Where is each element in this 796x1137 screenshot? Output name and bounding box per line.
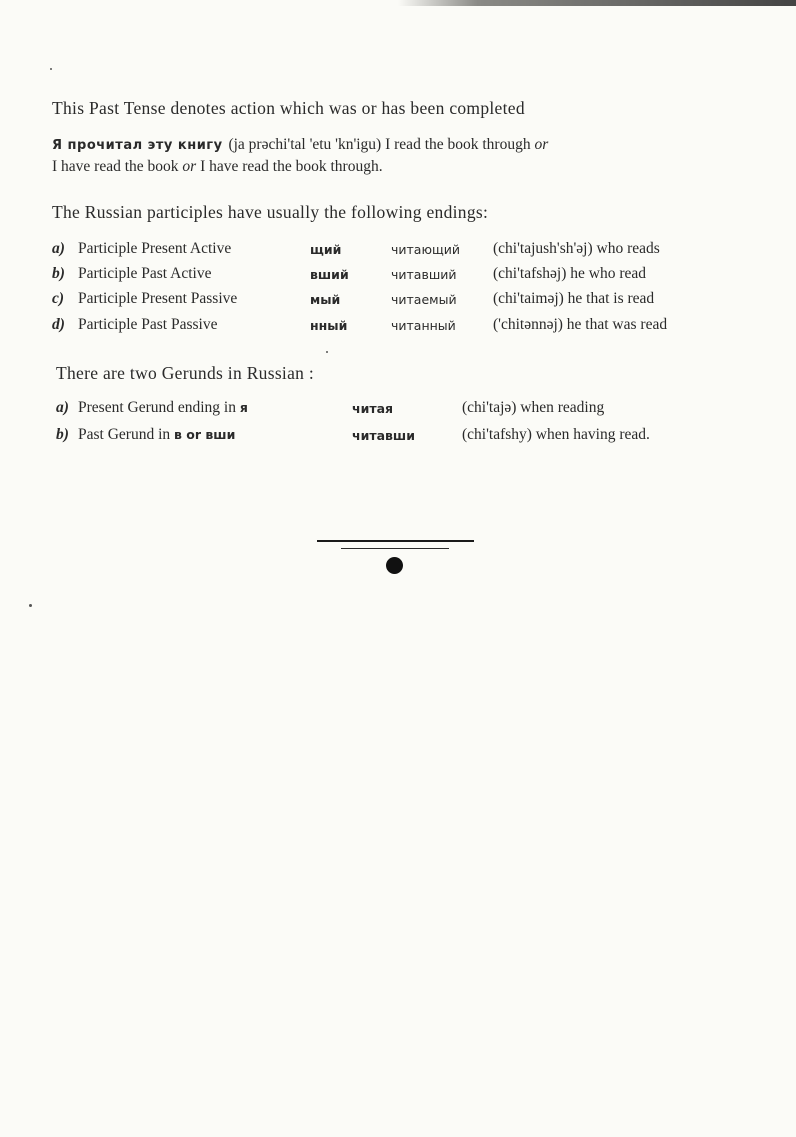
example-or-2: or xyxy=(182,158,197,175)
participle-row xyxy=(52,265,752,289)
gerund-label-russian: я xyxy=(239,400,248,415)
section-end-rule-thick xyxy=(317,540,474,542)
participle-gloss: (chi'taiməj) he that is read xyxy=(493,290,655,307)
participle-example-word: читающий xyxy=(391,242,460,257)
example-line-2 xyxy=(52,158,383,176)
participle-label: Participle Past Active xyxy=(78,265,212,282)
gerund-label-text: Present Gerund ending in xyxy=(78,399,236,416)
participle-ending: нный xyxy=(310,318,348,333)
gerund-label-russian: в or вши xyxy=(174,427,236,442)
participle-gloss: ('chitənnəj) he that was read xyxy=(493,316,668,333)
participle-example-word: читаемый xyxy=(391,292,457,307)
gerund-label xyxy=(78,426,235,444)
row-letter: b) xyxy=(52,265,65,282)
participle-row xyxy=(52,290,752,314)
gerund-label xyxy=(78,399,248,417)
speck xyxy=(50,68,52,70)
participle-gloss: (chi'tafshəj) he who read xyxy=(493,265,646,282)
participle-gloss: (chi'tajush'sh'əj) who reads xyxy=(493,240,660,257)
gerund-row xyxy=(56,399,746,423)
gerund-row xyxy=(56,426,746,450)
example-transcription: (ja prəchi'tal 'etu 'kn'igu) xyxy=(228,136,382,153)
example-translation-2: I have read the book xyxy=(52,158,179,175)
participle-example-word: читавший xyxy=(391,267,457,282)
participle-label: Participle Past Passive xyxy=(78,316,218,333)
gerund-example-word: читая xyxy=(352,401,394,416)
gerund-gloss: (chi'tajə) when reading xyxy=(462,399,605,416)
example-translation-1: I read the book through xyxy=(385,136,531,153)
gerunds-heading: There are two Gerunds in Russian : xyxy=(56,363,315,383)
participle-ending: вший xyxy=(310,267,349,282)
participle-row xyxy=(52,240,752,264)
row-letter: a) xyxy=(56,399,69,416)
row-letter: d) xyxy=(52,316,65,333)
participle-ending: щий xyxy=(310,242,342,257)
participles-heading: The Russian participles have usually the following endings: xyxy=(52,202,489,222)
section-end-dot-ornament xyxy=(386,557,403,574)
gerund-gloss: (chi'tafshy) when having read. xyxy=(462,426,650,443)
row-letter: b) xyxy=(56,426,69,443)
row-letter: a) xyxy=(52,240,65,257)
example-or-1: or xyxy=(534,136,549,153)
participle-ending: мый xyxy=(310,292,341,307)
speck xyxy=(326,351,328,353)
participle-label: Participle Present Active xyxy=(78,240,232,257)
section-end-rule-thin xyxy=(341,548,449,549)
example-line-1 xyxy=(52,136,548,154)
row-letter: c) xyxy=(52,290,65,307)
participle-example-word: читанный xyxy=(391,318,456,333)
example-russian: Я прочитал эту книгу xyxy=(52,138,223,153)
page-top-edge xyxy=(0,0,796,6)
example-translation-3: I have read the book through. xyxy=(200,158,383,175)
gerund-label-text: Past Gerund in xyxy=(78,426,171,443)
speck xyxy=(29,604,32,607)
participle-row xyxy=(52,316,752,340)
gerund-example-word: читавши xyxy=(352,428,415,443)
participle-label: Participle Present Passive xyxy=(78,290,238,307)
intro-paragraph: This Past Tense denotes action which was or has been completed xyxy=(52,98,525,118)
